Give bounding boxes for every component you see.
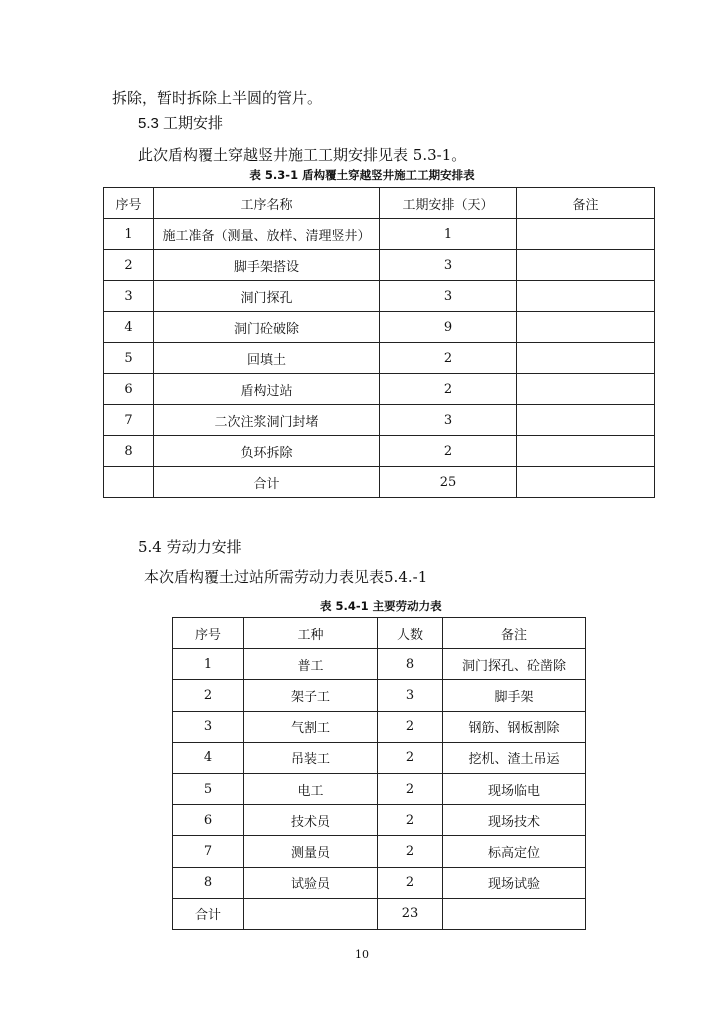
total-cell-note <box>443 898 586 929</box>
total-cell-no: 合计 <box>173 898 244 929</box>
labor-table <box>172 617 586 930</box>
cell-trade: 架子工 <box>244 680 378 711</box>
cell-no: 3 <box>173 711 244 742</box>
cell-no: 6 <box>104 374 154 405</box>
section-heading-5-3: 5.3 工期安排 <box>138 115 224 132</box>
table-row <box>104 405 655 436</box>
total-cell-trade <box>244 898 378 929</box>
cell-name: 脚手架搭设 <box>154 250 380 281</box>
table-row <box>173 773 586 804</box>
total-cell-count: 23 <box>378 898 443 929</box>
cell-no: 4 <box>104 312 154 343</box>
section-heading-5-4: 5.4 劳动力安排 <box>138 538 242 556</box>
intro-line: 拆除，暂时拆除上半圆的管片。 <box>112 89 323 107</box>
table-row <box>173 711 586 742</box>
cell-no: 1 <box>104 219 154 250</box>
cell-days: 2 <box>380 374 517 405</box>
header-remarks: 备注 <box>443 618 586 649</box>
table-row <box>173 649 586 680</box>
cell-days: 2 <box>380 436 517 467</box>
cell-note: 挖机、渣土吊运 <box>443 742 586 773</box>
cell-count: 2 <box>378 805 443 836</box>
cell-no: 8 <box>104 436 154 467</box>
cell-trade: 测量员 <box>244 836 378 867</box>
cell-note: 现场临电 <box>443 773 586 804</box>
table-row <box>104 312 655 343</box>
header-headcount: 人数 <box>378 618 443 649</box>
cell-note: 现场试验 <box>443 867 586 898</box>
cell-days: 3 <box>380 281 517 312</box>
cell-no: 7 <box>173 836 244 867</box>
cell-no: 8 <box>173 867 244 898</box>
cell-days: 3 <box>380 250 517 281</box>
cell-no: 2 <box>104 250 154 281</box>
cell-no: 5 <box>173 773 244 804</box>
cell-note: 现场技术 <box>443 805 586 836</box>
cell-count: 2 <box>378 836 443 867</box>
cell-count: 2 <box>378 711 443 742</box>
cell-days: 3 <box>380 405 517 436</box>
table-5-3-1-caption: 表 5.3-1 盾构覆土穿越竖井施工工期安排表 <box>249 168 475 182</box>
cell-trade: 试验员 <box>244 867 378 898</box>
header-process-name: 工序名称 <box>154 188 380 219</box>
table-row <box>104 343 655 374</box>
table-row <box>173 805 586 836</box>
table-row <box>104 374 655 405</box>
cell-trade: 普工 <box>244 649 378 680</box>
cell-days: 1 <box>380 219 517 250</box>
table-row <box>104 250 655 281</box>
cell-no: 3 <box>104 281 154 312</box>
table-row <box>104 436 655 467</box>
table-5-4-1-caption: 表 5.4-1 主要劳动力表 <box>320 599 442 613</box>
total-cell-note <box>517 467 655 498</box>
table-row <box>173 742 586 773</box>
cell-name: 洞门探孔 <box>154 281 380 312</box>
section-5-3-paragraph: 此次盾构覆土穿越竖井施工工期安排见表 5.3-1。 <box>138 146 467 164</box>
cell-trade: 电工 <box>244 773 378 804</box>
cell-name: 负环拆除 <box>154 436 380 467</box>
cell-name: 施工准备（测量、放样、清理竖井） <box>154 219 380 250</box>
cell-trade: 气割工 <box>244 711 378 742</box>
header-no: 序号 <box>173 618 244 649</box>
cell-note: 钢筋、钢板割除 <box>443 711 586 742</box>
cell-count: 8 <box>378 649 443 680</box>
table-row <box>173 867 586 898</box>
cell-count: 2 <box>378 867 443 898</box>
page-number: 10 <box>355 948 369 961</box>
cell-count: 2 <box>378 742 443 773</box>
cell-no: 5 <box>104 343 154 374</box>
cell-no: 1 <box>173 649 244 680</box>
cell-note <box>517 312 655 343</box>
cell-count: 2 <box>378 773 443 804</box>
total-cell-days: 25 <box>380 467 517 498</box>
cell-no: 7 <box>104 405 154 436</box>
header-no: 序号 <box>104 188 154 219</box>
cell-days: 9 <box>380 312 517 343</box>
table-row <box>104 281 655 312</box>
table-row <box>173 836 586 867</box>
cell-note <box>517 405 655 436</box>
cell-note: 脚手架 <box>443 680 586 711</box>
total-cell-no <box>104 467 154 498</box>
cell-name: 回填土 <box>154 343 380 374</box>
cell-note <box>517 281 655 312</box>
table-row <box>173 680 586 711</box>
total-row <box>104 467 655 498</box>
cell-no: 6 <box>173 805 244 836</box>
cell-name: 盾构过站 <box>154 374 380 405</box>
cell-count: 3 <box>378 680 443 711</box>
cell-note: 洞门探孔、砼凿除 <box>443 649 586 680</box>
table-row <box>104 219 655 250</box>
cell-note <box>517 343 655 374</box>
cell-trade: 技术员 <box>244 805 378 836</box>
cell-name: 二次注浆洞门封堵 <box>154 405 380 436</box>
cell-days: 2 <box>380 343 517 374</box>
header-trade: 工种 <box>244 618 378 649</box>
total-cell-name: 合计 <box>154 467 380 498</box>
header-remarks: 备注 <box>517 188 655 219</box>
cell-name: 洞门砼破除 <box>154 312 380 343</box>
table-header-row <box>104 188 655 219</box>
cell-trade: 吊装工 <box>244 742 378 773</box>
cell-note: 标高定位 <box>443 836 586 867</box>
cell-note <box>517 436 655 467</box>
cell-note <box>517 250 655 281</box>
total-row <box>173 898 586 929</box>
section-5-4-paragraph: 本次盾构覆土过站所需劳动力表见表5.4.-1 <box>144 568 428 586</box>
header-duration: 工期安排（天） <box>380 188 517 219</box>
schedule-table <box>103 187 655 498</box>
cell-no: 2 <box>173 680 244 711</box>
cell-note <box>517 219 655 250</box>
table-header-row <box>173 618 586 649</box>
cell-no: 4 <box>173 742 244 773</box>
cell-note <box>517 374 655 405</box>
